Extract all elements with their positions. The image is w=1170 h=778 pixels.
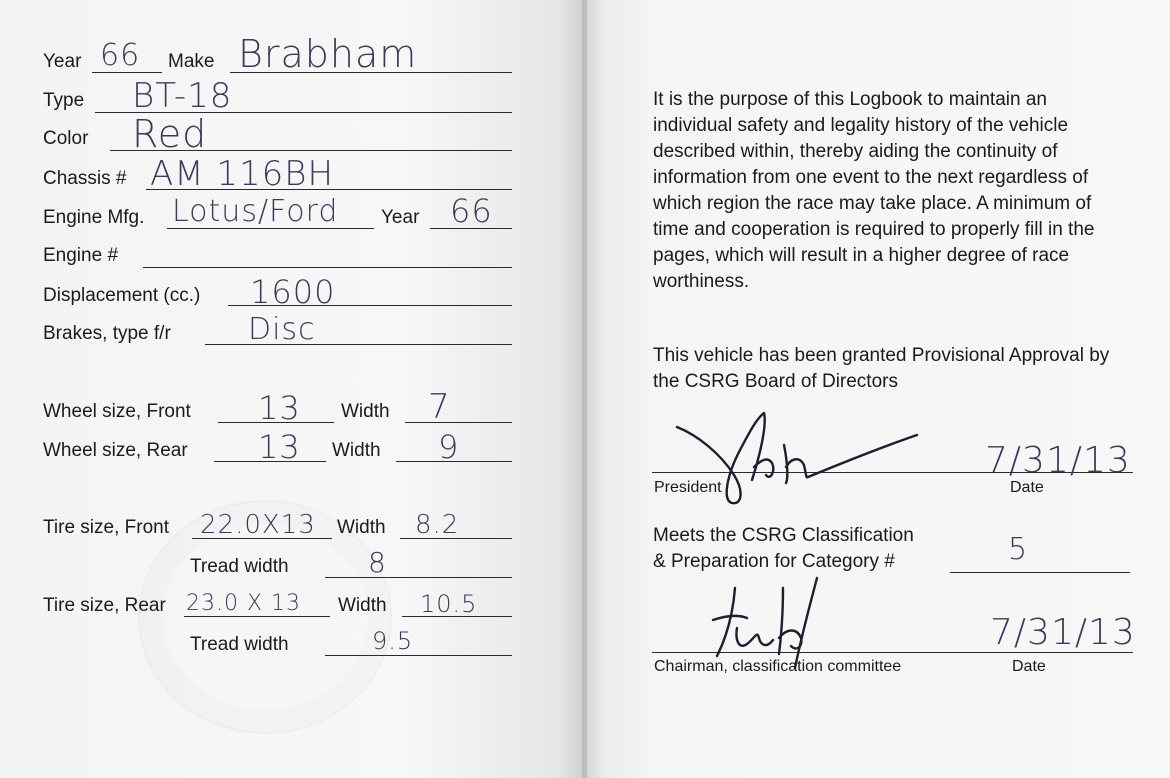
chassis-value: AM 116BH xyxy=(150,154,335,194)
date-value-1: 7/31/13 xyxy=(985,440,1131,481)
tire-front-value: 22.0X13 xyxy=(200,510,316,540)
tire-front-width-label: Width xyxy=(337,517,386,538)
date-label-1: Date xyxy=(1010,479,1044,496)
chairman-signature xyxy=(705,568,845,678)
year-value: 66 xyxy=(100,38,141,73)
type-label: Type xyxy=(43,90,85,111)
displacement-value: 1600 xyxy=(250,273,336,311)
book-gutter xyxy=(582,0,587,778)
year-label: Year xyxy=(43,51,82,72)
make-value: Brabham xyxy=(238,32,418,76)
wheel-rear-label: Wheel size, Rear xyxy=(43,440,188,461)
president-label: President xyxy=(654,479,722,496)
color-label: Color xyxy=(43,128,89,149)
displacement-label: Displacement (cc.) xyxy=(43,285,201,306)
tread-front-label: Tread width xyxy=(190,556,289,577)
brakes-value: Disc xyxy=(248,312,316,347)
wheel-front-width-value: 7 xyxy=(428,387,451,427)
wheel-rear-value: 13 xyxy=(258,428,301,466)
classification-line-2: & Preparation for Category # xyxy=(653,551,895,572)
tire-rear-label: Tire size, Rear xyxy=(43,595,166,616)
wheel-front-width-label: Width xyxy=(341,401,390,422)
wheel-rear-width-label: Width xyxy=(332,440,381,461)
category-line xyxy=(950,572,1130,573)
color-value: Red xyxy=(132,112,208,156)
engine-year-value: 66 xyxy=(450,192,493,230)
chairman-label: Chairman, classification committee xyxy=(654,658,902,675)
tire-rear-width-label: Width xyxy=(338,595,387,616)
tread-front-value: 8 xyxy=(368,546,387,579)
date-label-2: Date xyxy=(1012,658,1046,675)
approval-statement: This vehicle has been granted Provisional Approval by the CSRG Board of Directors xyxy=(653,345,1110,392)
engine-number-line xyxy=(143,267,512,268)
tire-front-width-value: 8.2 xyxy=(415,510,460,540)
engine-number-label: Engine # xyxy=(43,245,119,266)
engine-year-label: Year xyxy=(381,207,420,228)
tread-rear-value: 9.5 xyxy=(372,627,414,655)
type-value: BT-18 xyxy=(132,76,233,116)
tire-rear-line xyxy=(184,616,330,617)
tire-front-label: Tire size, Front xyxy=(43,517,169,538)
engine-mfg-label: Engine Mfg. xyxy=(43,207,145,228)
wheel-front-label: Wheel size, Front xyxy=(43,401,191,422)
president-signature xyxy=(672,405,932,515)
purpose-paragraph: It is the purpose of this Logbook to maintain an individual safety and legality history of the vehicle described within, thereby aiding the continuity of information from one event to the next regardless of which region the race may take place. A minimum of time and cooperation is required to properly fill in the pages, which will result in a higher degree of race worthiness. xyxy=(653,89,1095,292)
category-value: 5 xyxy=(1008,532,1029,567)
engine-mfg-value: Lotus/Ford xyxy=(172,194,339,229)
brakes-label: Brakes, type f/r xyxy=(43,323,171,344)
make-label: Make xyxy=(168,51,215,72)
tread-rear-line xyxy=(325,655,512,656)
wheel-front-value: 13 xyxy=(258,389,301,427)
tread-front-line xyxy=(325,577,512,578)
tire-rear-width-value: 10.5 xyxy=(420,590,478,618)
classification-line-1: Meets the CSRG Classification xyxy=(653,525,914,546)
tire-rear-value: 23.0 X 13 xyxy=(186,591,302,616)
chassis-label: Chassis # xyxy=(43,168,127,189)
tread-rear-label: Tread width xyxy=(190,634,289,655)
date-value-2: 7/31/13 xyxy=(990,612,1136,653)
wheel-rear-width-value: 9 xyxy=(438,428,460,466)
wheel-front-width-line xyxy=(405,422,512,423)
